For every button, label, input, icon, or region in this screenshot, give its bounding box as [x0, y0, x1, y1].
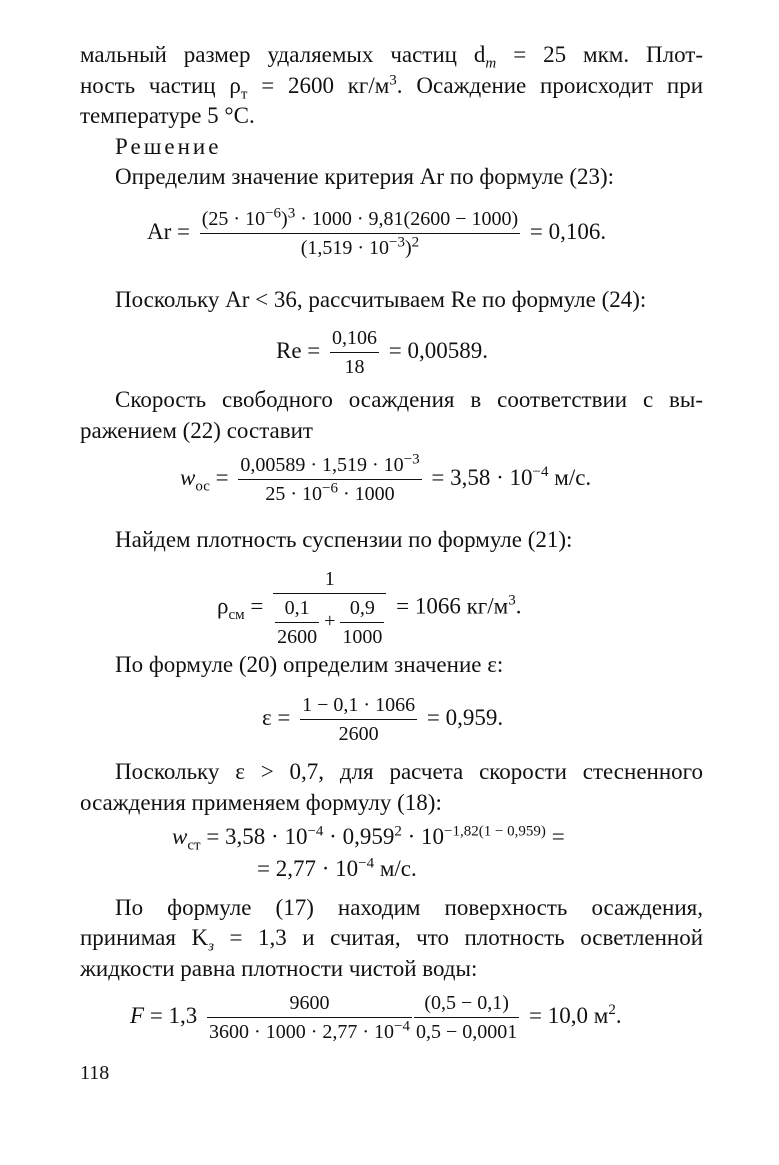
equation-w-oc: $w_{ос}$ = $\frac{0,00589 \cdot 1,519 \cdot 10^{-3}}{25 \cdot 10^{-6} \cdot 1000}$ = $3,58 \cdot 10^{-4}$ м/с.	[180, 451, 592, 505]
text-line-2: ность частиц $\rho_т = 2600$ $кг/м^3$. Осаждение происходит при	[80, 72, 704, 103]
page-number: 118	[80, 1062, 110, 1084]
equation-f: F = 1,3 $\frac{9600}{3600 \cdot 1000 \cdot 2,77 \cdot 10^{-4}}$ $\frac{(0,5 - 0,1)}{0,5 - 0,0001}$ = 10,0 $м^2$.	[130, 992, 622, 1043]
text-line-5: Поскольку Ar < 36, рассчитываем Re по формуле (24):	[115, 287, 647, 312]
text-line-14: жидкости равна плотности чистой воды:	[80, 956, 478, 981]
text-line-6: Скорость свободного осаждения в соответствии с вы-	[115, 387, 703, 412]
text-line-8: Найдем плотность суспензии по формуле (21):	[115, 527, 573, 552]
text-line-4: Определим значение критерия Ar по формуле (23):	[115, 164, 615, 189]
equation-w-ct-line-1: $w_{ст} = 3,58 \cdot 10^{-4} \cdot 0,959^2 \cdot 10^{-1,82(1 - 0,959)}$ =	[172, 823, 565, 854]
text-line-9: По формуле (20) определим значение ε:	[115, 652, 504, 677]
text-line-3: температуре 5 °С.	[80, 103, 255, 128]
text-line-13: принимая $K_з = 1,3$ и считая, что плотность осветленной	[80, 925, 704, 955]
text-line-1: мальный размер удаляемых частиц $d_т = 25$ мкм. Плот-	[80, 42, 704, 72]
text-line-12: По формуле (17) находим поверхность осаждения,	[115, 895, 703, 920]
equation-w-ct-line-2: = $2,77 \cdot 10^{-4}$ м/с.	[257, 855, 417, 881]
equation-ar: Ar = $\frac{(25 \cdot 10^{-6})^3 \cdot 1000 \cdot 9,81(2600 - 1000)}{(1,519 \cdot 10^{-3})^2}$ = 0,106.	[147, 205, 607, 259]
text-line-10: Поскольку ε > 0,7, для расчета скорости стесненного	[115, 759, 703, 784]
text-line-7: ражением (22) составит	[80, 418, 313, 443]
text-line-11: осаждения применяем формулу (18):	[80, 790, 442, 815]
equation-rho: $\rho_{см}$ = 1 $\frac{0,1}{2600}$ + $\frac{0,9}{1000}$ = 1066 $кг/м^3$.	[217, 568, 522, 648]
section-heading: Решение	[115, 134, 222, 159]
equation-re: Re = $\frac{0,106}{18}$ = 0,00589.	[276, 327, 489, 378]
equation-epsilon: ε = $\frac{1 - 0,1 \cdot 1066}{2600}$ = 0,959.	[262, 694, 504, 745]
